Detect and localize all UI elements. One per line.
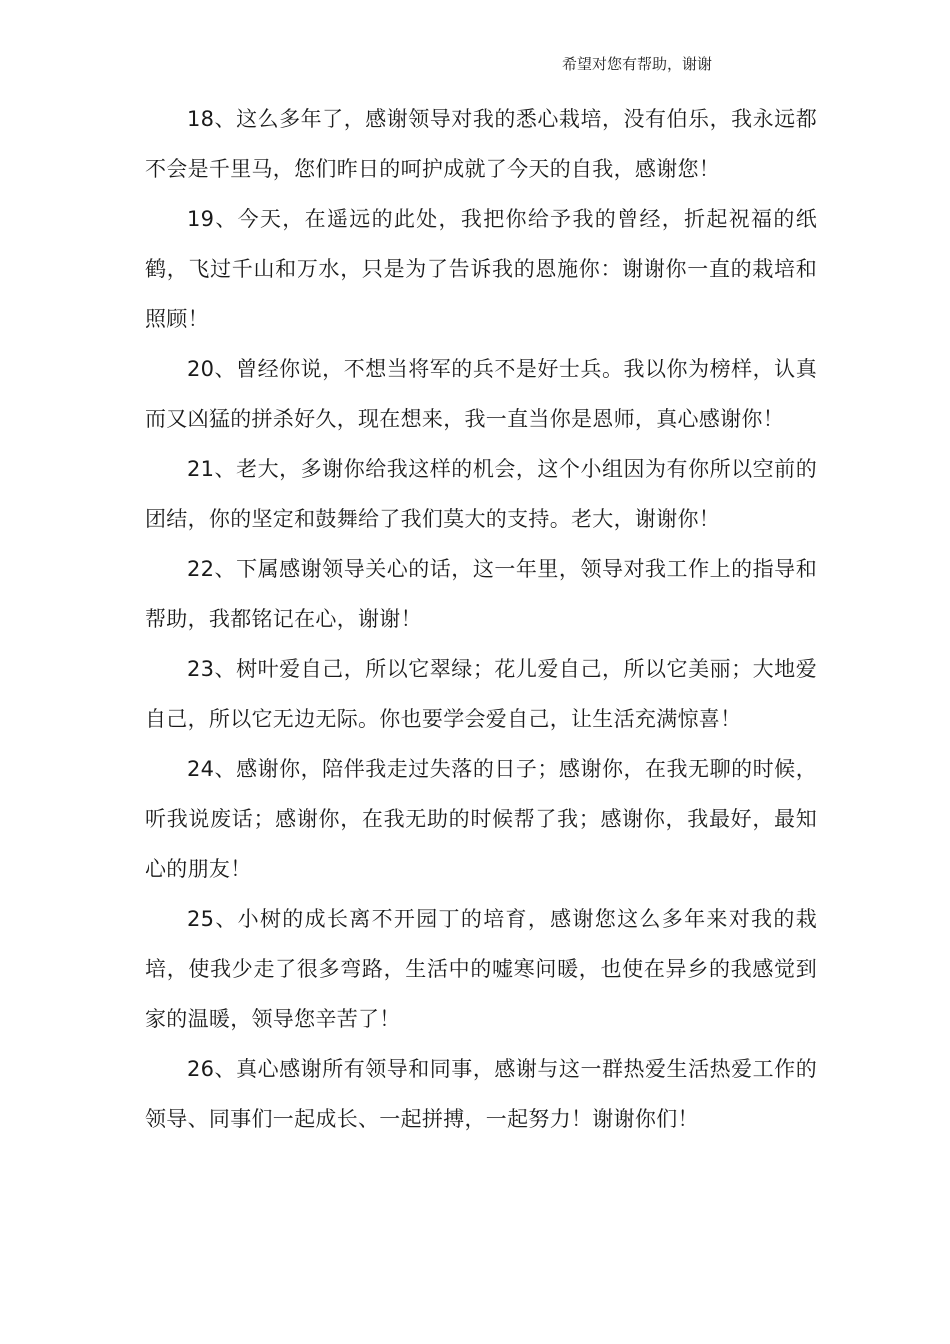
- header-note: 希望对您有帮助，谢谢: [562, 55, 713, 73]
- paragraph-25: 25、小树的成长离不开园丁的培育，感谢您这么多年来对我的栽培，使我少走了很多弯路，生活中的嘘寒问暖，也使在异乡的我感觉到家的温暖，领导您辛苦了！: [145, 907, 817, 1031]
- document-body: [145, 94, 817, 1144]
- paragraph-23: 23、树叶爱自己，所以它翠绿；花儿爱自己，所以它美丽；大地爱自己，所以它无边无际。你也要学会爱自己，让生活充满惊喜！: [145, 657, 817, 731]
- paragraph-21: 21、老大，多谢你给我这样的机会，这个小组因为有你所以空前的团结，你的坚定和鼓舞给了我们莫大的支持。老大，谢谢你！: [145, 457, 817, 531]
- paragraph-26: 26、真心感谢所有领导和同事，感谢与这一群热爱生活热爱工作的领导、同事们一起成长、一起拼搏，一起努力！谢谢你们！: [145, 1057, 817, 1131]
- paragraph-22: 22、下属感谢领导关心的话，这一年里，领导对我工作上的指导和帮助，我都铭记在心，谢谢！: [145, 557, 817, 631]
- paragraph-19: 19、今天，在遥远的此处，我把你给予我的曾经，折起祝福的纸鹤，飞过千山和万水，只是为了告诉我的恩施你：谢谢你一直的栽培和照顾！: [145, 207, 817, 331]
- paragraph-18: 18、这么多年了，感谢领导对我的悉心栽培，没有伯乐，我永远都不会是千里马，您们昨日的呵护成就了今天的自我，感谢您！: [145, 107, 817, 181]
- paragraph-20: 20、曾经你说，不想当将军的兵不是好士兵。我以你为榜样，认真而又凶猛的拼杀好久，现在想来，我一直当你是恩师，真心感谢你！: [145, 357, 817, 431]
- paragraph-24: 24、感谢你，陪伴我走过失落的日子；感谢你，在我无聊的时候，听我说废话；感谢你，在我无助的时候帮了我；感谢你，我最好，最知心的朋友！: [145, 757, 817, 881]
